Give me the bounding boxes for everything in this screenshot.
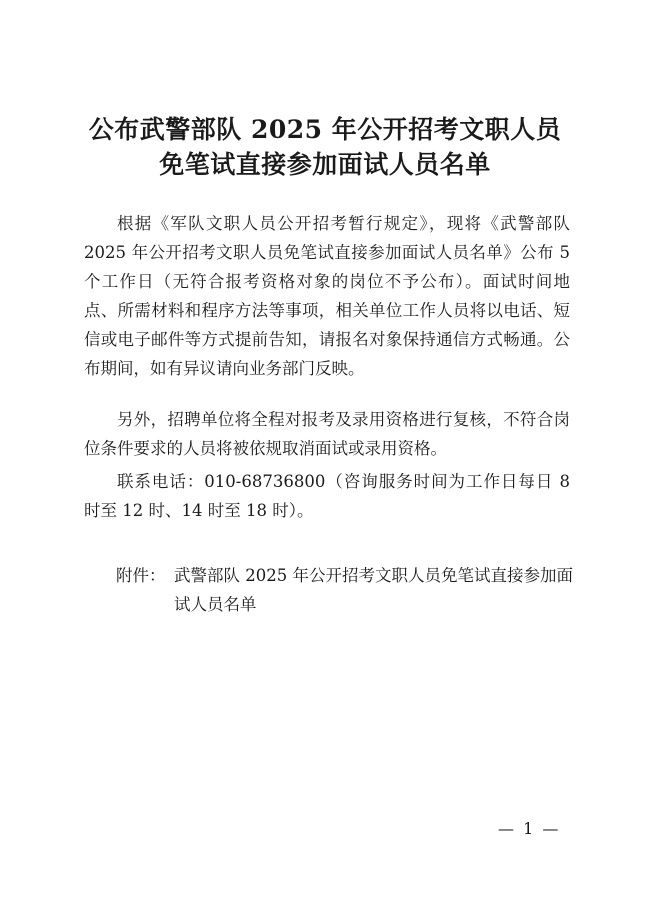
paragraph-text: 根据《军队文职人员公开招考暂行规定》，现将《武警部队 2025 年公开招考文职人员免笔试直接参加面试人员名单》公布 5 个工作日（无符合报考资格对象的岗位不予公布）。面试时间地点、所需材料和程序方法等事项，相关单位工作人员将以电话、短信或电子邮件等方式提前告知，请报名对象保持通信方式畅通。公布期间，如有异议请向业务部门反映。 bbox=[84, 214, 570, 378]
paragraph-review bbox=[84, 405, 570, 463]
paragraph-contact bbox=[84, 467, 570, 525]
document-title-line-1: 公布武警部队 2025 年公开招考文职人员 bbox=[88, 115, 562, 144]
paragraph-text: 另外，招聘单位将全程对报考及录用资格进行复核，不符合岗位条件要求的人员将被依规取消面试或录用资格。 bbox=[84, 410, 570, 458]
paragraph-text: 联系电话：010-68736800（咨询服务时间为工作日每日 8 时至 12 时、14 时至 18 时）。 bbox=[84, 472, 570, 520]
attachment-label: 附件： bbox=[116, 566, 166, 585]
attachment-text: 武警部队 2025 年公开招考文职人员免笔试直接参加面试人员名单 bbox=[174, 566, 573, 614]
attachment-section bbox=[116, 561, 576, 619]
document-title-line-2: 免笔试直接参加面试人员名单 bbox=[159, 150, 491, 179]
page-number: — 1 — bbox=[498, 819, 561, 838]
paragraph-announcement bbox=[84, 209, 570, 383]
